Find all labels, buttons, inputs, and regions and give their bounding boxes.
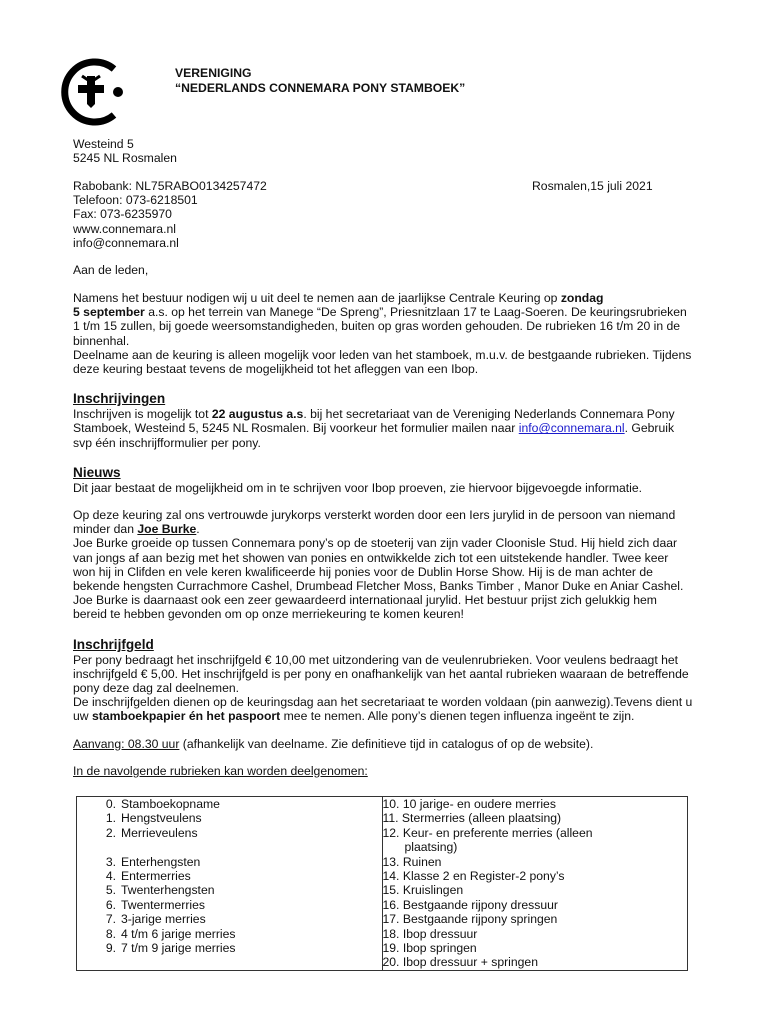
inschrijvingen-text-b: . bij het secretariaat van de Vereniging Nederlands Connemara Pony Stamboek, Westeind 5, 5245 NL Rosmalen. Bij voorkeur het formulier mailen naar <box>73 407 675 436</box>
website: www.connemara.nl <box>73 221 176 236</box>
inschrijvingen-text-a: Inschrijven is mogelijk tot <box>73 407 212 422</box>
list-item: 19. Ibop springen <box>382 941 477 956</box>
list-item: 15. Kruislingen <box>382 883 464 898</box>
list-item: 12. Keur- en preferente merries (alleen <box>382 825 593 840</box>
intro-bold-date: 5 september <box>73 305 145 320</box>
inschrijvingen-deadline: 22 augustus a.s <box>211 407 304 422</box>
list-item <box>77 898 382 912</box>
aanvang-label: Aanvang: 08.30 uur <box>73 736 180 751</box>
list-item-continuation: plaatsing) <box>404 840 458 855</box>
rubrieken-intro: In de navolgende rubrieken kan worden deelgenomen: <box>73 763 368 778</box>
list-item <box>77 840 382 854</box>
nieuws-heading: Nieuws <box>73 464 121 480</box>
rubriek-number: 9. <box>105 941 116 956</box>
inschrijvingen-text-c: . Gebruik svp één inschrijfformulier per pony. <box>73 421 675 450</box>
list-item: 20. Ibop dressuur + springen <box>382 955 538 970</box>
salutation: Aan de leden, <box>73 263 149 277</box>
rubriek-number: 5. <box>105 883 116 898</box>
contact-block <box>73 179 267 250</box>
rubriek-label: Entermerries <box>121 869 191 884</box>
intro-bold-zondag: zondag <box>560 291 604 305</box>
list-item <box>77 855 382 869</box>
judge-name: Joe Burke <box>137 522 197 537</box>
list-item <box>77 826 382 840</box>
rubriek-number: 0. <box>105 797 116 811</box>
rubriek-number: 8. <box>105 926 116 941</box>
rubriek-label: Enterhengsten <box>121 854 201 869</box>
inschrijfgeld-heading: Inschrijfgeld <box>73 636 154 652</box>
sender-address <box>73 137 177 165</box>
address-street: Westeind 5 <box>73 137 134 151</box>
fax-number: Fax: 073-6235970 <box>73 207 172 222</box>
rubriek-label: Merrieveulens <box>121 825 198 840</box>
list-item: 13. Ruinen <box>382 854 442 869</box>
rubriek-label: Twentermerries <box>121 897 205 912</box>
aanvang-text: (afhankelijk van deelname. Zie definitieve tijd in catalogus of op de website). <box>179 736 594 751</box>
phone-number: Telefoon: 073-6218501 <box>73 193 198 208</box>
rubriek-label: Hengstveulens <box>121 811 202 826</box>
org-name-line1: VERENIGING <box>175 66 252 80</box>
inschrijfgeld-text-a: De inschrijfgelden dienen op de keuringsdag aan het secretariaat te worden voldaan (pin aanwezig).Tevens dient u uw <box>73 695 693 724</box>
list-item <box>77 869 382 883</box>
bank-account: Rabobank: NL75RABO0134257472 <box>73 179 267 193</box>
list-item <box>77 811 382 825</box>
rubriek-number: 3. <box>105 854 116 869</box>
list-item: 18. Ibop dressuur <box>382 926 478 941</box>
rubriek-label: Twenterhengsten <box>121 883 215 898</box>
nieuws-text-b: . <box>196 522 200 537</box>
org-name-line2: “NEDERLANDS CONNEMARA PONY STAMBOEK” <box>175 80 466 95</box>
list-item <box>77 912 382 926</box>
rubriek-number: 6. <box>105 897 116 912</box>
intro-text-b: a.s. op het terrein van Manege “De Spreng”, Priesnitzlaan 17 te Laag-Soeren. De keuringsrubrieken 1 t/m 15 zullen, bij goede weersomstandigheden, buiten op gras worden gehouden. De rubrieken 16 t/m 20 in de binnenhal. <box>73 305 687 348</box>
address-city: 5245 NL Rosmalen <box>73 151 177 166</box>
rubriek-number: 4. <box>105 869 116 884</box>
rubriek-label: 4 t/m 6 jarige merries <box>121 926 236 941</box>
list-item: 16. Bestgaande rijpony dressuur <box>382 897 558 912</box>
letter-body <box>73 291 693 778</box>
list-item <box>77 927 382 941</box>
nieuws-paragraph-3: Joe Burke groeide op tussen Connemara pony’s op de stoeterij van zijn vader Cloonisle Stud. Hij hield zich daar van jongs af aan bezig met het showen van ponies en ontwikkelde zich tot een uitstekende handler. Twee keer won hij in Clifden en vele keren kwalificeerde hij ponies voor de Dublin Horse Show. Hij is de man achter de bekende hengsten Currachmore Cashel, Drumbead Fletcher Moss, Banks Timber , Manor Duke en Aniar Cashel. Joe Burke is daarnaast ook een zeer gewaardeerd internationaal jurylid. Het bestuur prijst zich gelukkig hem bereid te hebben gevonden om op onze merriekeuring te komen keuren! <box>73 536 684 622</box>
stamboek-logo-icon <box>56 56 128 128</box>
rubriek-number: 1. <box>105 811 116 826</box>
aanvang-line <box>73 737 693 751</box>
rubrieken-right-column <box>382 797 688 971</box>
intro-text-a: Namens het bestuur nodigen wij u uit deel te nemen aan de jaarlijkse Centrale Keuring op <box>73 291 561 305</box>
email-link[interactable]: info@connemara.nl <box>518 421 625 436</box>
inschrijfgeld-paragraph-2 <box>73 695 693 723</box>
list-item <box>77 797 382 811</box>
rubriek-label: Stamboekopname <box>121 797 220 811</box>
rubrieken-table <box>76 796 688 971</box>
list-item <box>77 941 382 955</box>
intro-paragraph <box>73 291 693 348</box>
list-item: 17. Bestgaande rijpony springen <box>382 912 558 927</box>
intro-paragraph-2: Deelname aan de keuring is alleen mogelijk voor leden van het stamboek, m.u.v. de bestgaande rubrieken. Tijdens deze keuring bestaat tevens de mogelijkheid tot het afleggen van een Ibop. <box>73 347 692 377</box>
organization-name <box>175 66 465 95</box>
list-item: 11. Stermerries (alleen plaatsing) <box>382 811 562 826</box>
email-address: info@connemara.nl <box>73 235 179 250</box>
nieuws-paragraph-1: Dit jaar bestaat de mogelijkheid om in te schrijven voor Ibop proeven, zie hiervoor bijgevoegde informatie. <box>73 480 643 495</box>
rubriek-label: 7 t/m 9 jarige merries <box>121 941 236 956</box>
list-item: 10. 10 jarige- en oudere merries <box>382 797 556 811</box>
letter-date: Rosmalen,15 juli 2021 <box>532 179 653 193</box>
inschrijfgeld-bold: stamboekpapier én het paspoort <box>91 709 281 724</box>
list-item <box>77 883 382 897</box>
rubrieken-left-column <box>77 797 383 971</box>
list-item: 14. Klasse 2 en Register-2 pony’s <box>382 869 565 884</box>
inschrijfgeld-paragraph-1: Per pony bedraagt het inschrijfgeld € 10,00 met uitzondering van de veulenrubrieken. Voor veulens bedraagt het inschrijfgeld € 5,00. Het inschrijfgeld is per pony en onafhankelijk van het aantal rubrieken waaraan de betreffende pony deze dag zal deelnemen. <box>73 652 689 696</box>
rubriek-number: 7. <box>105 912 116 927</box>
inschrijfgeld-text-b: mee te nemen. Alle pony’s dienen tegen influenza ingeënt te zijn. <box>280 709 635 724</box>
nieuws-text-a: Op deze keuring zal ons vertrouwde jurykorps versterkt worden door een Iers jurylid in de persoon van niemand minder dan <box>73 508 676 537</box>
rubriek-label: 3-jarige merries <box>121 912 206 927</box>
nieuws-paragraph-2 <box>73 508 693 536</box>
rubriek-number: 2. <box>105 825 116 840</box>
inschrijvingen-paragraph <box>73 407 693 450</box>
inschrijvingen-heading: Inschrijvingen <box>73 391 166 407</box>
